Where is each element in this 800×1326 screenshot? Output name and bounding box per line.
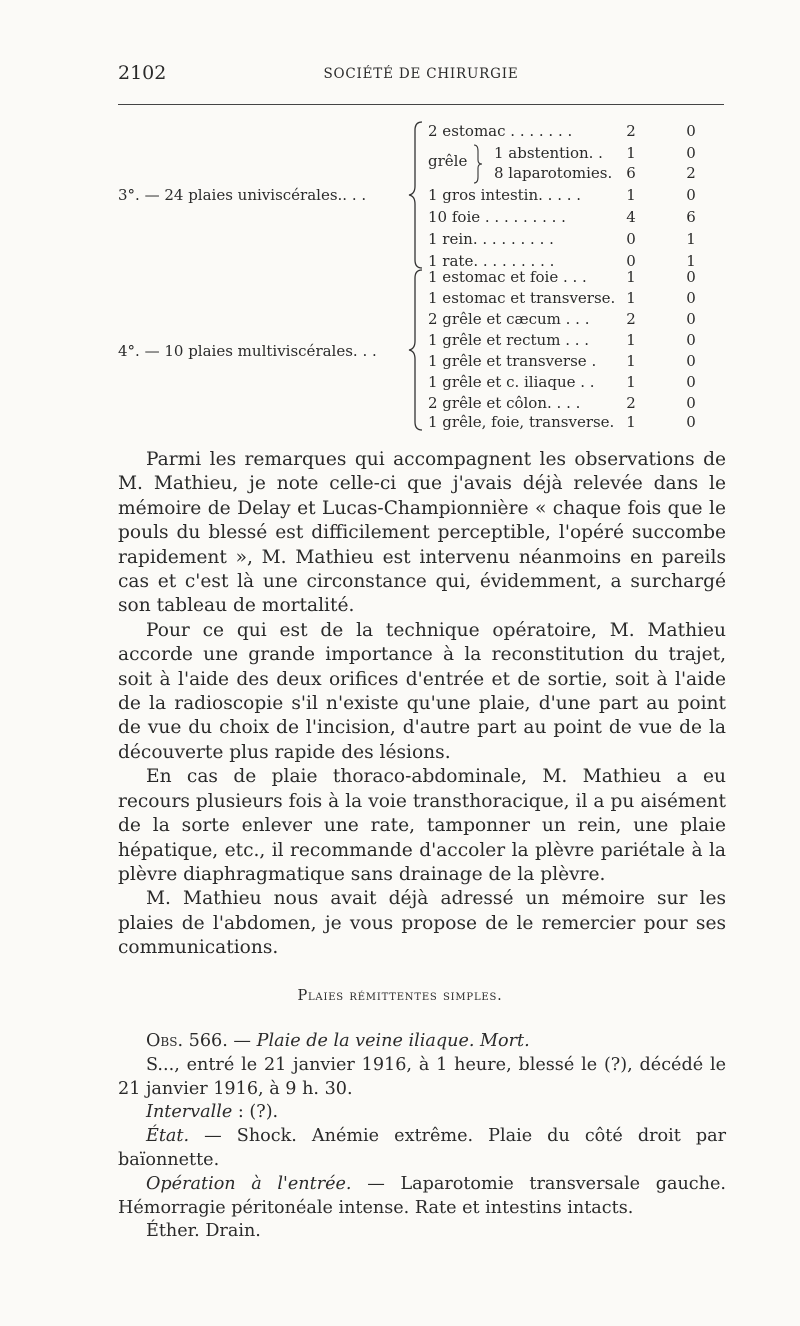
body-text: [118, 448, 726, 961]
table-row: 1 rein. . . . . . . . . 0 1: [428, 230, 696, 248]
group4-label: 4°. — 10 plaies multiviscérales. . .: [118, 342, 377, 360]
ether-line: Éther. Drain.: [146, 1221, 261, 1242]
paragraph: Pour ce qui est de la technique opératoire, M. Mathieu accorde une grande importance à la reconstitution du trajet, soit à l'aide des deux orifices d'entrée et de sortie, soit à l'aide de la radioscopie s'il n'existe qu'une plaie, d'une part au point de vue du choix de l'incision, d'autre part au point de vue de la découverte plus rapide des lésions.: [118, 619, 726, 763]
table-row: 10 foie . . . . . . . . . 4 6: [428, 208, 696, 226]
page-number: 2102: [118, 62, 167, 84]
table-row: 1 rate. . . . . . . . . 0 1: [428, 252, 696, 270]
table-row: 2 grêle et côlon. . . . 2 0: [428, 394, 696, 412]
obs-label: Obs. 566. —: [146, 1031, 252, 1051]
observation-line: S..., entré le 21 janvier 1916, à 1 heure, blessé le (?), décédé le 21 janvier 1916, à 9 h. 30.: [118, 1054, 726, 1099]
group3-label: 3°. — 24 plaies univiscérales.. . .: [118, 186, 367, 204]
table-row: 1 grêle et c. iliaque . . 1 0: [428, 373, 696, 391]
table-row: 2 estomac . . . . . . . 2 0: [428, 122, 696, 140]
etat-line: État. — Shock. Anémie extrême. Plaie du côté droit par baïonnette.: [118, 1126, 726, 1170]
grele-brace: [470, 143, 484, 185]
table-row: 1 grêle, foie, transverse. 1 0: [428, 413, 696, 431]
table-row: 1 estomac et foie . . . 1 0: [428, 268, 696, 286]
group3-brace: [406, 120, 428, 270]
running-title: SOCIÉTÉ DE CHIRURGIE: [323, 66, 519, 82]
table-row: 1 estomac et transverse. 1 0: [428, 289, 696, 307]
table-row: 1 grêle et transverse . 1 0: [428, 352, 696, 370]
table-row: 1 gros intestin. . . . . 1 0: [428, 186, 696, 204]
table-row: 1 abstention. . 1 0: [494, 144, 696, 162]
table-row: 1 grêle et rectum . . . 1 0: [428, 331, 696, 349]
obs-title: Plaie de la veine iliaque. Mort.: [256, 1031, 530, 1051]
paragraph: Parmi les remarques qui accompagnent les observations de M. Mathieu, je note celle-ci que j'avais déjà relevée dans le mémoire de Delay et Lucas-Championnière « chaque fois que le pouls du blessé est difficilement perceptible, l'opéré succombe rapidement », M. Mathieu est intervenu néanmoins en pareils cas et c'est là une circonstance qui, évidemment, a surchargé son tableau de mortalité.: [118, 449, 726, 617]
grele-label: grêle: [428, 152, 468, 170]
operation-line: Opération à l'entrée. — Laparotomie transversale gauche. Hémorragie péritonéale intense. Rate et intestins intacts.: [118, 1173, 726, 1218]
table-row: 2 grêle et cæcum . . . 2 0: [428, 310, 696, 328]
statistics-table: [0, 0, 800, 440]
observation-heading: [118, 1030, 726, 1054]
paragraph: En cas de plaie thoraco-abdominale, M. Mathieu a eu recours plusieurs fois à la voie transthoracique, il a pu aisément de la sorte enlever une rate, tamponner un rein, une plaie hépatique, etc., il recommande d'accoler la plèvre pariétale à la plèvre diaphragmatique sans drainage de la plèvre.: [118, 766, 726, 885]
group4-brace: [406, 268, 428, 432]
section-title: Plaies rémittentes simples.: [297, 988, 503, 1004]
intervalle-line: Intervalle : (?).: [146, 1102, 279, 1123]
observation: [118, 1030, 726, 1244]
paragraph: M. Mathieu nous avait déjà adressé un mémoire sur les plaies de l'abdomen, je vous propose de le remercier pour ses communications.: [118, 888, 726, 959]
table-row: 8 laparotomies. 6 2: [494, 164, 696, 182]
